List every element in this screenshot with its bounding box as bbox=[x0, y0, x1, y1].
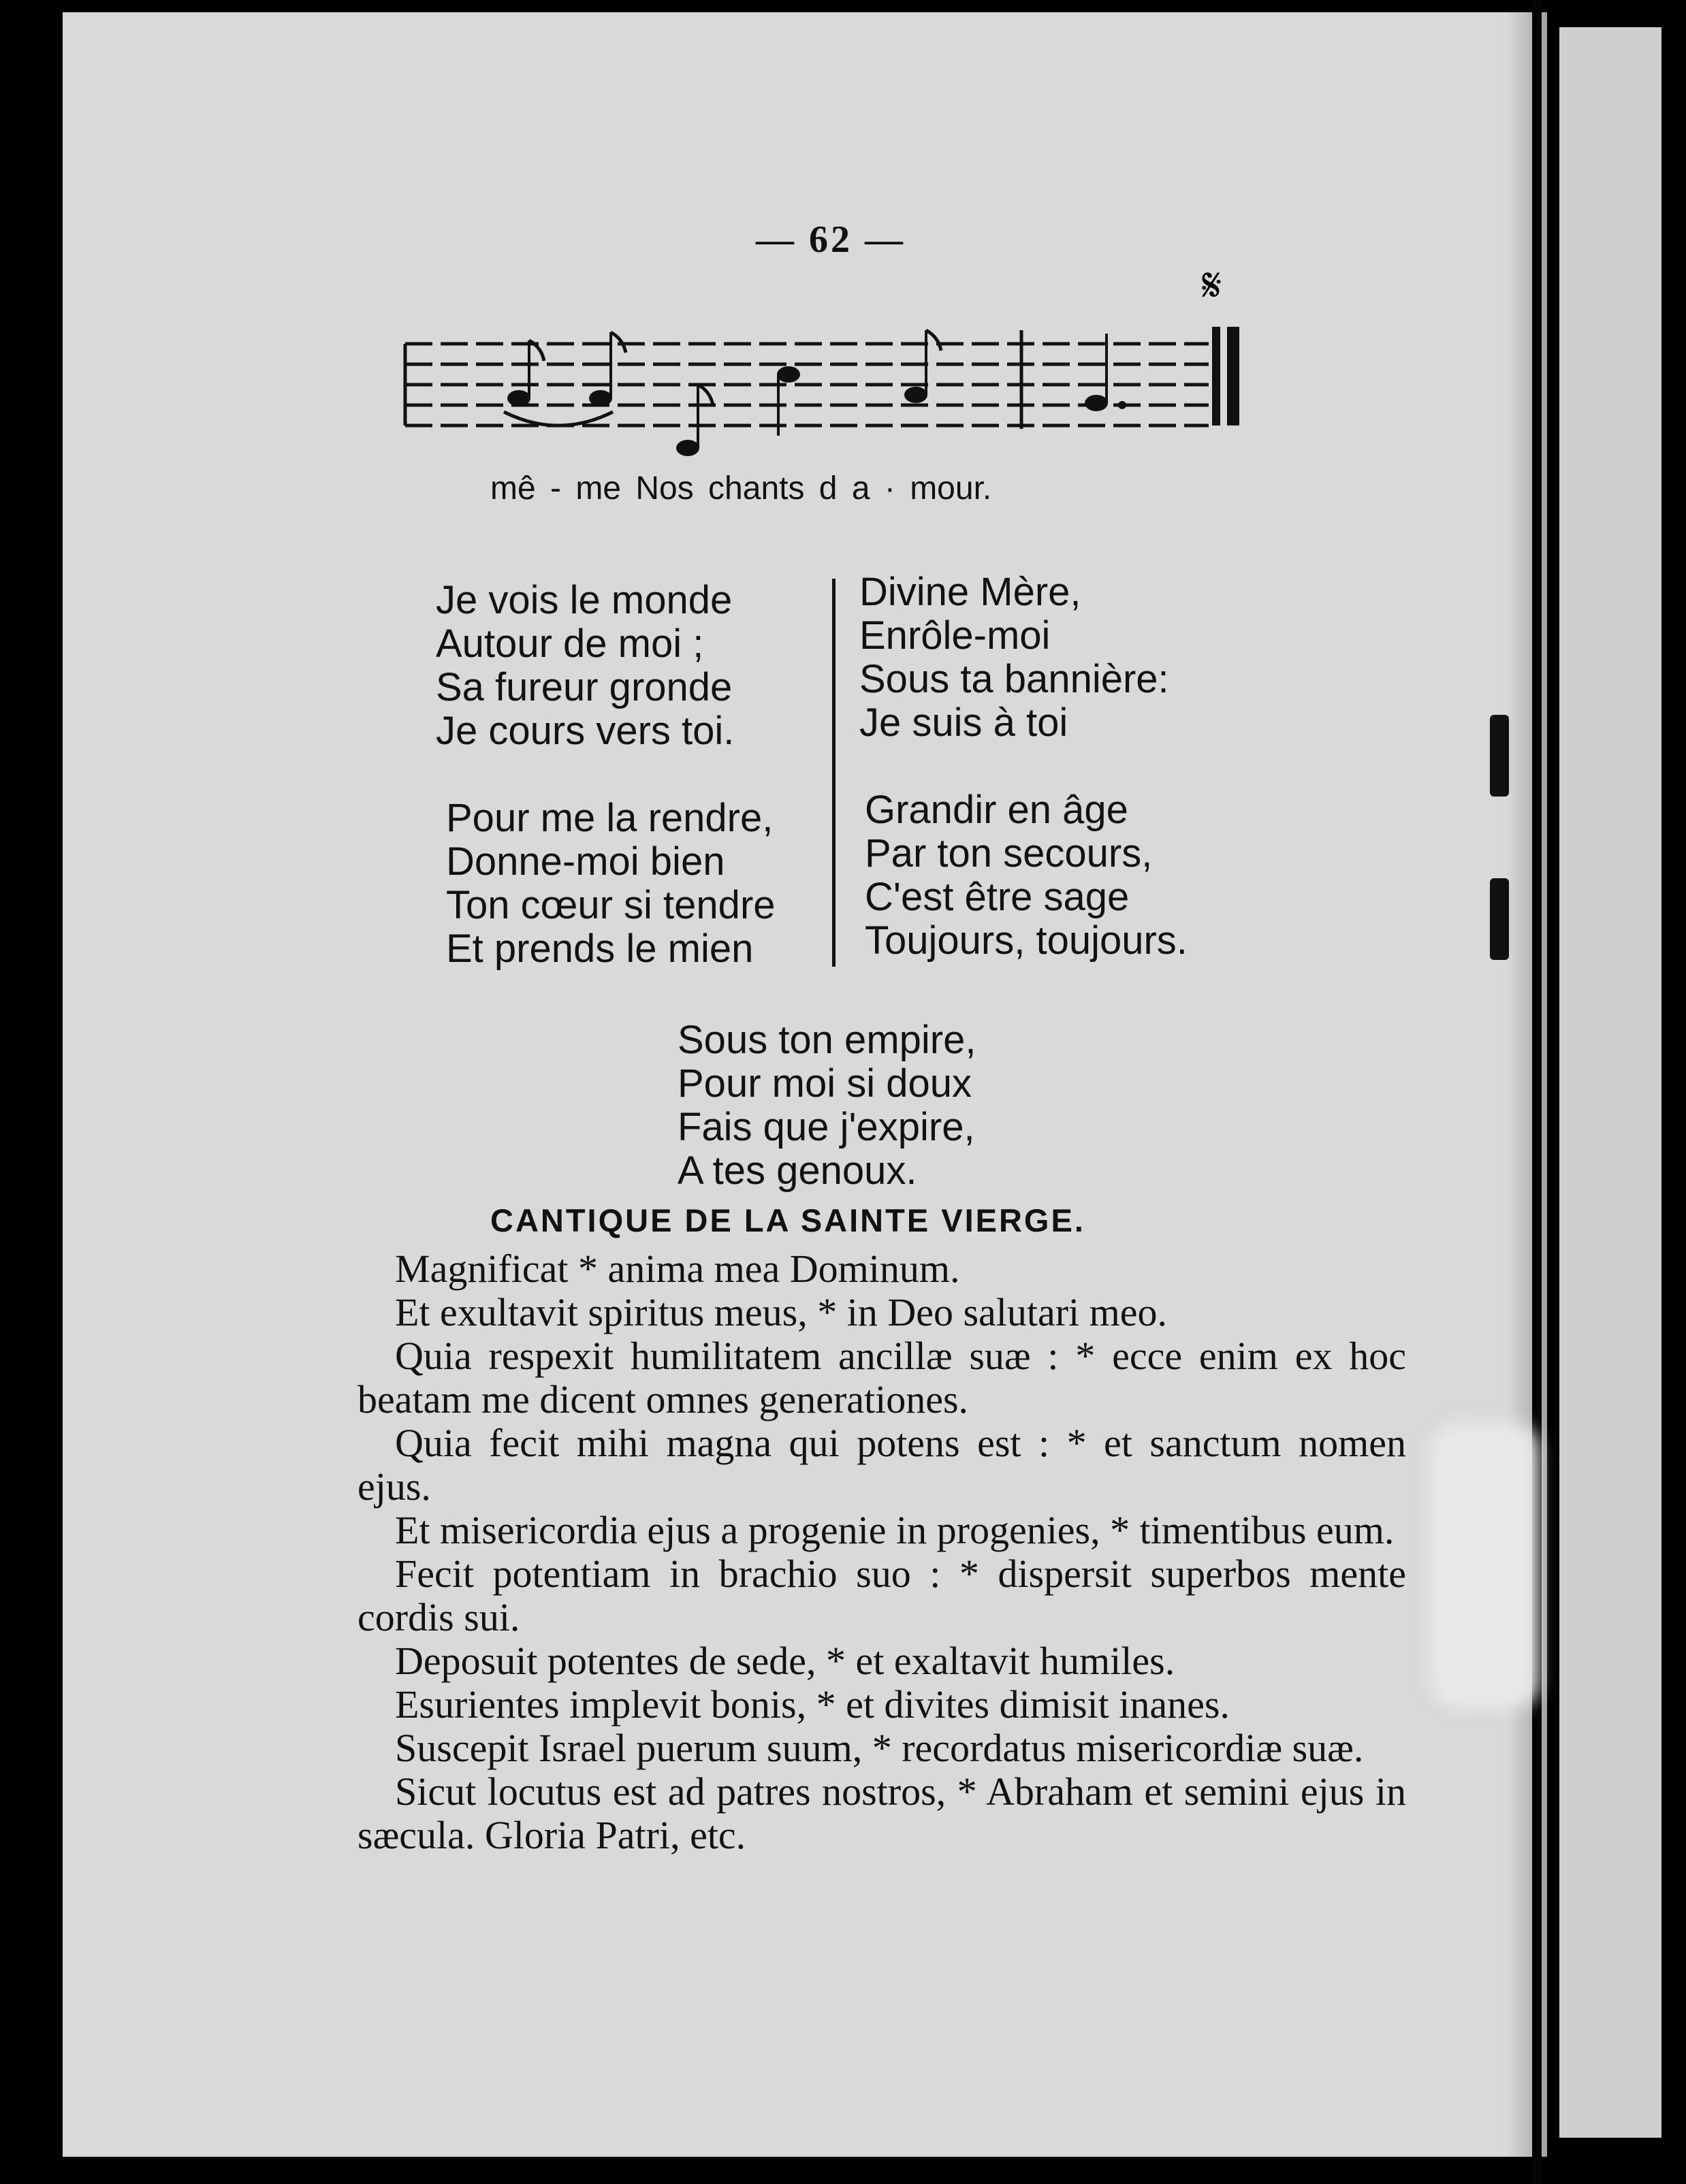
page-smudge bbox=[1430, 1423, 1539, 1709]
magnificat-text bbox=[357, 1247, 1406, 1857]
note bbox=[1085, 395, 1108, 411]
canticle-title: CANTIQUE DE LA SAINTE VIERGE. bbox=[490, 1202, 1085, 1238]
slur bbox=[504, 412, 613, 425]
note bbox=[507, 390, 530, 406]
page-number: — 62 — bbox=[756, 219, 906, 261]
magnificat-verse: Sicut locutus est ad patres nostros, * Abraham et semini ejus in sæcula. Gloria Patri, etc. bbox=[357, 1769, 1406, 1857]
note bbox=[589, 390, 612, 406]
note bbox=[904, 387, 927, 403]
column-divider bbox=[832, 579, 836, 967]
verse-line: Divine Mère, bbox=[859, 570, 1081, 614]
binding-clip bbox=[1490, 878, 1509, 960]
segno-icon: 𝄋 bbox=[1202, 259, 1222, 312]
verse-line: A tes genoux. bbox=[678, 1149, 917, 1193]
verse-right-2 bbox=[865, 788, 1188, 963]
verse-line: Pour moi si doux bbox=[678, 1061, 972, 1106]
magnificat-verse: Esurientes implevit bonis, * et divites dimisit inanes. bbox=[395, 1682, 1230, 1727]
magnificat-verse: Magnificat * anima mea Dominum. bbox=[395, 1247, 960, 1291]
scan-border bbox=[1661, 0, 1686, 2184]
verse-line: Je vois le monde bbox=[436, 578, 733, 622]
verse-line: Je cours vers toi. bbox=[436, 709, 735, 753]
magnificat-verse: Fecit potentiam in brachio suo : * dispersit superbos mente cordis sui. bbox=[357, 1552, 1406, 1639]
music-lyrics: mê - me Nos chants d a · mour. bbox=[490, 470, 992, 507]
verse-right-1 bbox=[859, 571, 1169, 745]
note bbox=[676, 440, 699, 456]
verse-line: Ton cœur si tendre bbox=[446, 883, 776, 927]
magnificat-verse: Quia respexit humilitatem ancillæ suæ : * ecce enim ex hoc beatam me dicent omnes generationes. bbox=[357, 1334, 1406, 1422]
verse-line: Donne-moi bien bbox=[446, 839, 725, 884]
verse-line: C'est être sage bbox=[865, 875, 1130, 919]
note bbox=[777, 366, 800, 383]
verse-line: Grandir en âge bbox=[865, 788, 1128, 832]
verse-line: Toujours, toujours. bbox=[865, 918, 1188, 963]
verse-line: Fais que j'expire, bbox=[678, 1105, 975, 1149]
magnificat-verse: Et misericordia ejus a progenie in progenies, * timentibus eum. bbox=[395, 1508, 1395, 1552]
book-spine bbox=[1532, 0, 1542, 2184]
verse-line: Pour me la rendre, bbox=[446, 796, 774, 840]
verse-line: Sous ta bannière: bbox=[859, 657, 1169, 701]
verse-line: Enrôle-moi bbox=[859, 613, 1051, 658]
dot bbox=[1118, 401, 1126, 409]
verse-left-1 bbox=[436, 579, 734, 753]
staff-lines bbox=[405, 344, 1209, 425]
final-barline-thick bbox=[1227, 327, 1239, 425]
final-barline-thin bbox=[1212, 327, 1220, 425]
notes bbox=[504, 330, 1126, 456]
verse-line: Je suis à toi bbox=[859, 701, 1068, 745]
magnificat-verse: Suscepit Israel puerum suum, * recordatus misericordiæ suæ. bbox=[395, 1726, 1364, 1770]
verse-left-2 bbox=[446, 797, 776, 971]
magnificat-verse: Quia fecit mihi magna qui potens est : * et sanctum nomen ejus. bbox=[357, 1421, 1406, 1509]
magnificat-verse: Deposuit potentes de sede, * et exaltavit humiles. bbox=[395, 1639, 1175, 1683]
verse-line: Sous ton empire, bbox=[678, 1018, 976, 1062]
binding-clip bbox=[1490, 715, 1509, 797]
verse-line: Et prends le mien bbox=[446, 927, 754, 971]
verse-line: Par ton secours, bbox=[865, 831, 1153, 876]
magnificat-verse: Et exultavit spiritus meus, * in Deo salutari meo. bbox=[395, 1290, 1168, 1334]
facing-page-edge bbox=[1559, 27, 1661, 2138]
verse-center bbox=[678, 1018, 976, 1193]
verse-line: Autour de moi ; bbox=[436, 622, 704, 666]
verse-line: Sa fureur gronde bbox=[436, 665, 733, 709]
music-staff bbox=[395, 259, 1267, 463]
